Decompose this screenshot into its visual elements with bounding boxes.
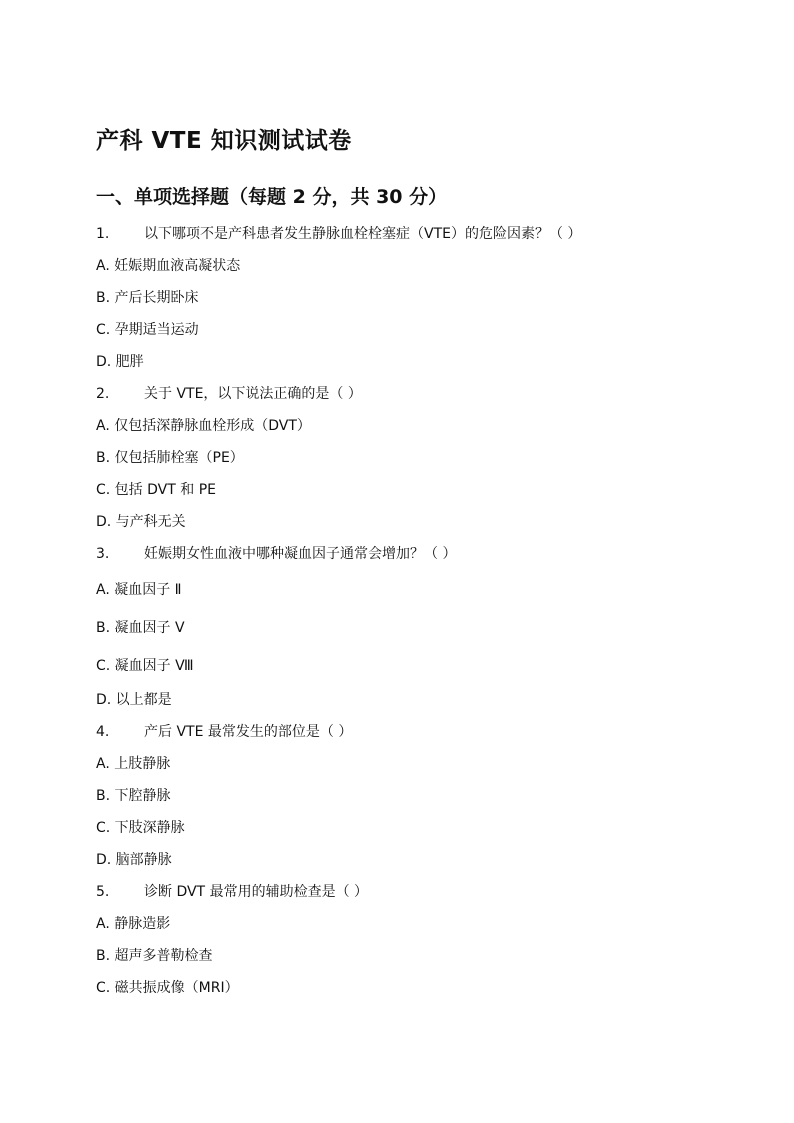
question-number: 4.	[96, 724, 110, 740]
question-number: 5.	[96, 884, 110, 900]
question-stem	[96, 384, 716, 404]
option-d: D. 脑部静脉	[96, 852, 172, 868]
option-a: A. 凝血因子 Ⅱ	[96, 582, 182, 598]
question-stem	[96, 722, 716, 742]
question-number: 1.	[96, 226, 110, 242]
option-d: D. 以上都是	[96, 692, 172, 708]
option-b: B. 下腔静脉	[96, 788, 171, 804]
option-b: B. 超声多普勒检查	[96, 948, 213, 964]
option-b: B. 产后长期卧床	[96, 290, 199, 306]
option-a: A. 仅包括深静脉血栓形成（DVT）	[96, 418, 311, 434]
option-c: C. 包括 DVT 和 PE	[96, 482, 216, 498]
question-text: 诊断 DVT 最常用的辅助检查是（ ）	[144, 884, 369, 900]
section-heading: 一、单项选择题（每题 2 分，共 30 分）	[96, 186, 448, 208]
question-4	[96, 722, 716, 870]
option-d: D. 肥胖	[96, 354, 144, 370]
page-title: 产科 VTE 知识测试试卷	[96, 128, 352, 154]
option-b: B. 仅包括肺栓塞（PE）	[96, 450, 244, 466]
question-5	[96, 882, 716, 998]
question-text: 产后 VTE 最常发生的部位是（ ）	[144, 724, 353, 740]
question-2	[96, 384, 716, 532]
option-c: C. 凝血因子 Ⅷ	[96, 658, 194, 674]
option-d: D. 与产科无关	[96, 514, 186, 530]
question-number: 2.	[96, 386, 110, 402]
option-a: A. 上肢静脉	[96, 756, 171, 772]
option-a: A. 静脉造影	[96, 916, 171, 932]
option-c: C. 下肢深静脉	[96, 820, 185, 836]
question-stem	[96, 544, 716, 564]
question-1	[96, 224, 716, 372]
option-c: C. 磁共振成像（MRI）	[96, 980, 239, 996]
question-text: 关于 VTE，以下说法正确的是（ ）	[144, 386, 362, 402]
question-number: 3.	[96, 546, 110, 562]
option-c: C. 孕期适当运动	[96, 322, 199, 338]
question-3	[96, 544, 716, 710]
question-list	[96, 224, 716, 1010]
question-stem	[96, 224, 716, 244]
question-stem	[96, 882, 716, 902]
question-text: 以下哪项不是产科患者发生静脉血栓栓塞症（VTE）的危险因素？（ ）	[144, 226, 582, 242]
option-b: B. 凝血因子 Ⅴ	[96, 620, 185, 636]
question-text: 妊娠期女性血液中哪种凝血因子通常会增加？（ ）	[144, 546, 457, 562]
option-a: A. 妊娠期血液高凝状态	[96, 258, 241, 274]
